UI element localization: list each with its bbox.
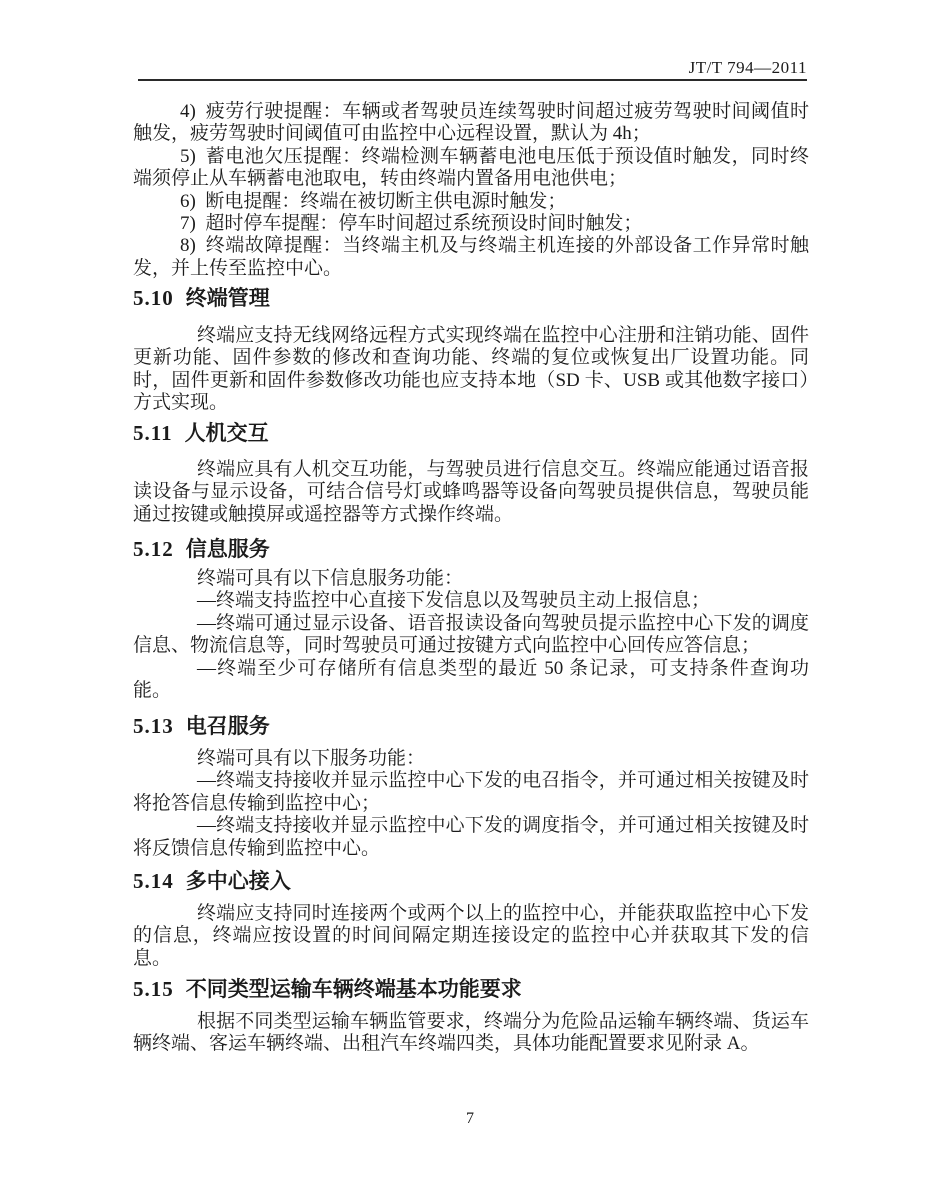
list-item: 8) 终端故障提醒：当终端主机及与终端主机连接的外部设备工作异常时触发，并上传至监控中心。	[133, 235, 809, 279]
list-item: 4) 疲劳行驶提醒：车辆或者驾驶员连续驾驶时间超过疲劳驾驶时间阈值时触发，疲劳驾驶时间阈值可由监控中心远程设置，默认为 4h；	[133, 101, 809, 145]
section-title: 信息服务	[185, 538, 270, 561]
section-body-5-15	[133, 1011, 809, 1056]
section-number: 5.14	[133, 869, 174, 893]
dash-item: —终端至少可存储所有信息类型的最近 50 条记录，可支持条件查询功能。	[133, 657, 809, 702]
section-heading-5-12	[133, 537, 809, 562]
section-number: 5.15	[133, 977, 174, 1001]
page-number: 7	[466, 1110, 474, 1127]
section-heading-5-10	[133, 286, 809, 311]
section-title: 人机交互	[184, 422, 269, 445]
paragraph: 根据不同类型运输车辆监管要求，终端分为危险品运输车辆终端、货运车辆终端、客运车辆终端、出租汽车终端四类，具体功能配置要求见附录 A。	[133, 1011, 809, 1055]
header-rule	[138, 79, 807, 81]
section-number: 5.10	[133, 286, 174, 310]
list-item: 6) 断电提醒：终端在被切断主供电源时触发；	[180, 190, 567, 212]
section-body-5-13	[133, 748, 809, 860]
dash-item: —终端可通过显示设备、语音报读设备向驾驶员提示监控中心下发的调度信息、物流信息等，同时驾驶员可通过按键方式向监控中心回传应答信息；	[133, 612, 809, 657]
section-heading-5-13	[133, 714, 809, 739]
section-number: 5.13	[133, 714, 174, 738]
section-body-5-10	[133, 325, 809, 415]
section-heading-5-11	[133, 421, 809, 446]
paragraph: 终端可具有以下信息服务功能：	[197, 568, 464, 589]
section-title: 不同类型运输车辆终端基本功能要求	[185, 978, 522, 1001]
paragraph: 终端可具有以下服务功能：	[197, 748, 426, 769]
section-number: 5.11	[133, 421, 173, 445]
dash-item: —终端支持接收并显示监控中心下发的电召指令，并可通过相关按键及时将抢答信息传输到监控中心；	[133, 770, 809, 814]
paragraph: 终端应支持无线网络远程方式实现终端在监控中心注册和注销功能、固件更新功能、固件参数的修改和查询功能、终端的复位或恢复出厂设置功能。同时，固件更新和固件参数修改功能也应支持本地（SD 卡、USB 或其他数字接口）方式实现。	[133, 325, 809, 414]
paragraph: 终端应支持同时连接两个或两个以上的监控中心，并能获取监控中心下发的信息，终端应按设置的时间间隔定期连接设定的监控中心并获取其下发的信息。	[133, 903, 809, 969]
list-item: 5) 蓄电池欠压提醒：终端检测车辆蓄电池电压低于预设值时触发，同时终端须停止从车辆蓄电池取电，转由终端内置备用电池供电；	[133, 145, 809, 190]
dash-item: —终端支持监控中心直接下发信息以及驾驶员主动上报信息；	[197, 590, 711, 612]
section-heading-5-15	[133, 977, 809, 1002]
paragraph: 终端应具有人机交互功能，与驾驶员进行信息交互。终端应能通过语音报读设备与显示设备，可结合信号灯或蜂鸣器等设备向驾驶员提供信息，驾驶员能通过按键或触摸屏或遥控器等方式操作终端。	[133, 459, 809, 525]
section-body-5-11	[133, 459, 809, 526]
document-code-header: JT/T 794—2011	[688, 58, 807, 77]
list-item: 7) 超时停车提醒：停车时间超过系统预设时间时触发；	[180, 213, 643, 235]
section-title: 多中心接入	[185, 870, 291, 893]
section-title: 终端管理	[185, 287, 270, 310]
section-body-5-12	[133, 568, 809, 702]
section-heading-5-14	[133, 869, 809, 894]
section-number: 5.12	[133, 537, 174, 561]
section-title: 电召服务	[185, 715, 270, 738]
continued-alert-list	[133, 101, 809, 280]
section-body-5-14	[133, 903, 809, 970]
dash-item: —终端支持接收并显示监控中心下发的调度指令，并可通过相关按键及时将反馈信息传输到监控中心。	[133, 815, 809, 859]
